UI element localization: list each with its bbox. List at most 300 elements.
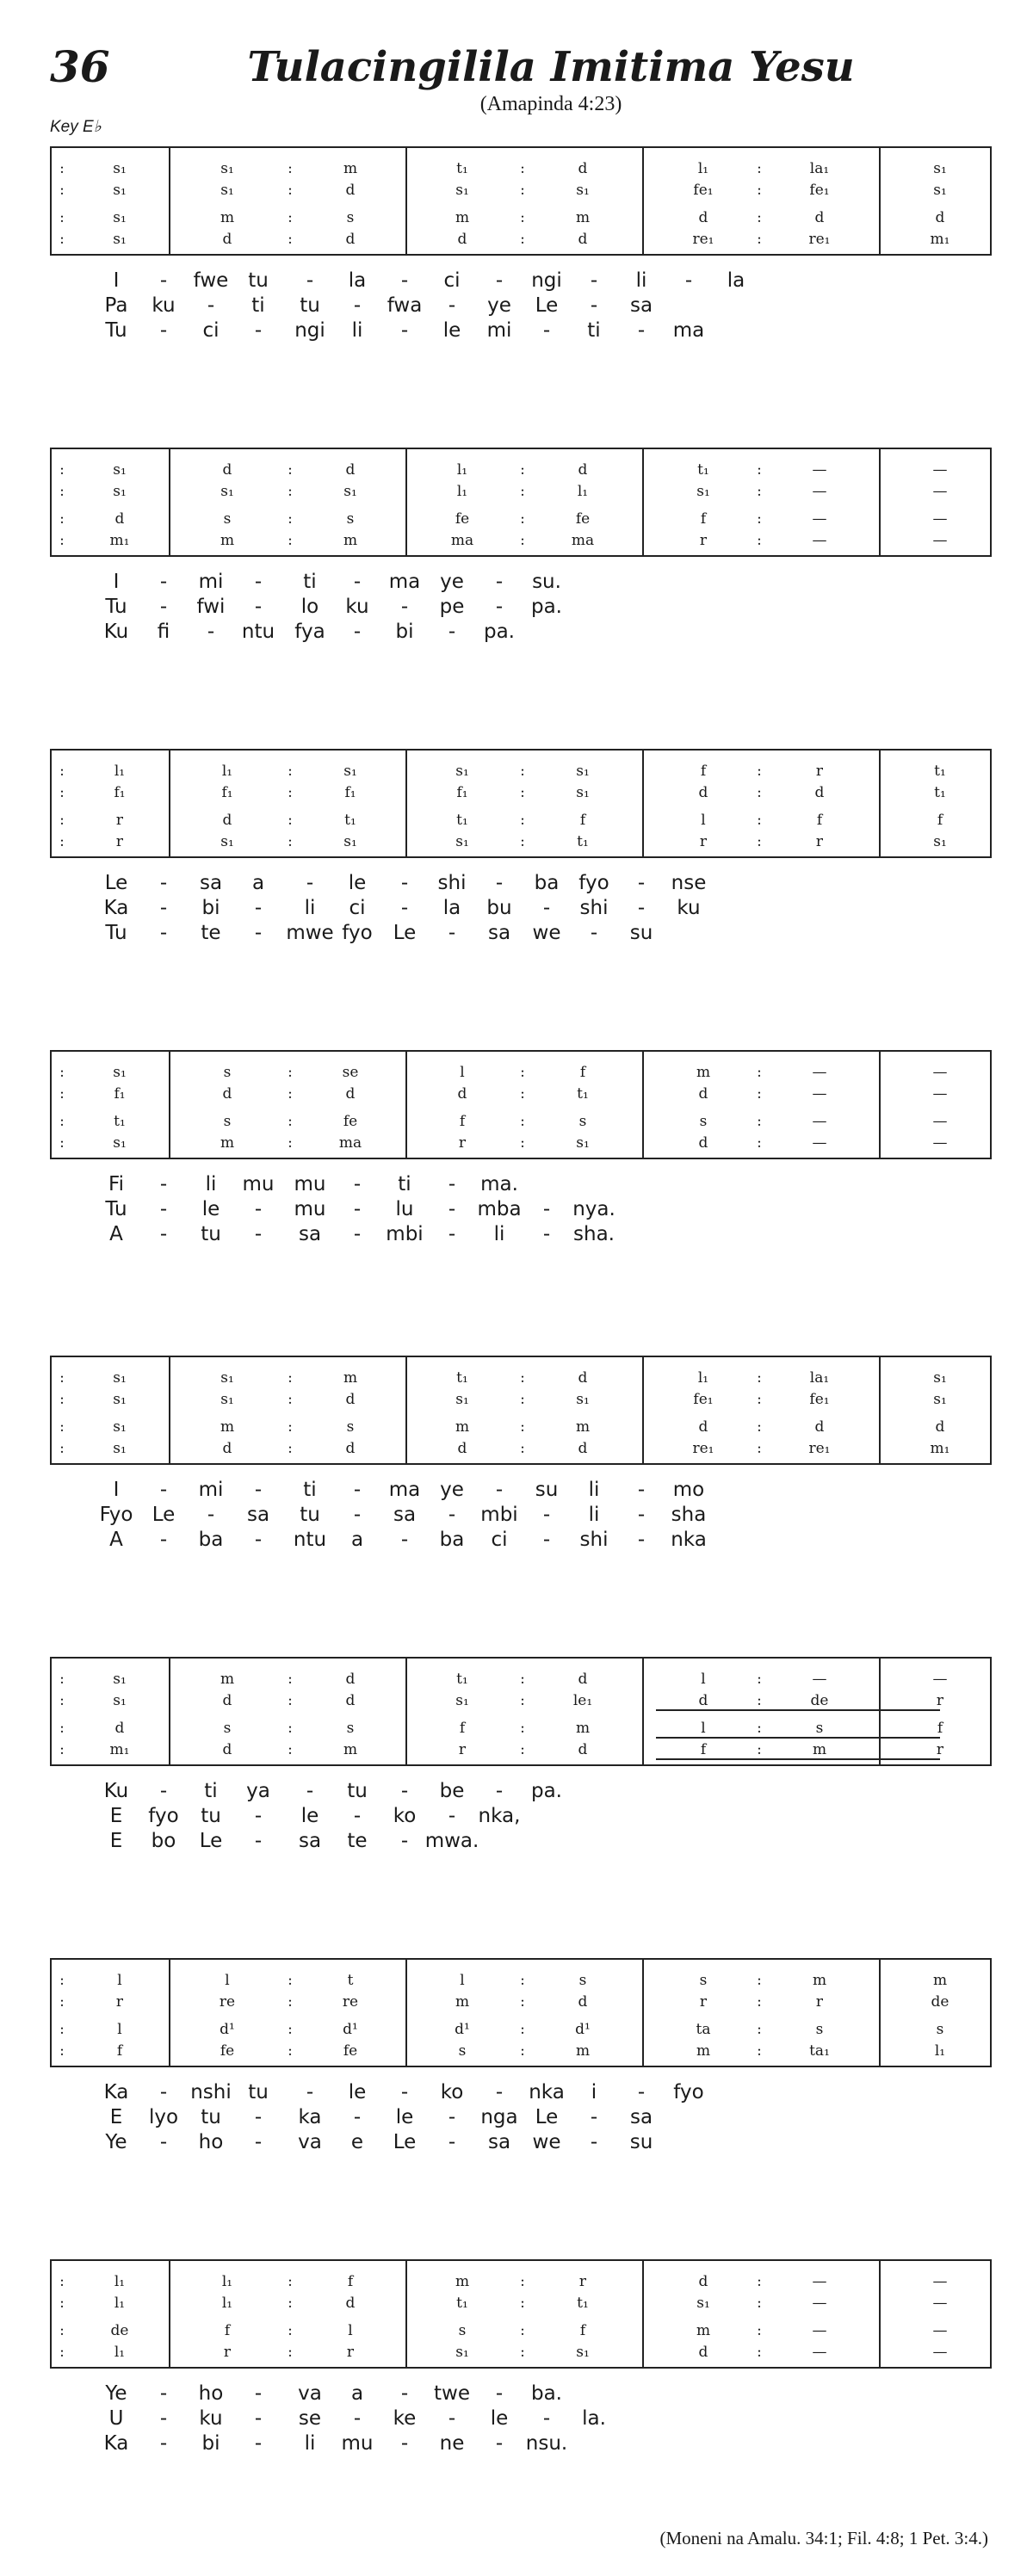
- lyric-syllable: ba: [439, 1529, 465, 1551]
- beat-colon: :: [520, 182, 525, 199]
- lyric-syllable: ho: [198, 2382, 224, 2405]
- sol-fa-note: s₁: [576, 2344, 590, 2361]
- lyric-syllable: ti: [303, 1479, 317, 1501]
- sol-fa-note: d: [698, 2273, 708, 2290]
- lyric-syllable: ma: [388, 571, 421, 593]
- lyric-syllable: le: [300, 1805, 319, 1827]
- lyric-syllable: ke: [393, 2407, 417, 2430]
- lyric-syllable: i: [591, 2081, 597, 2103]
- sol-fa-note: s: [815, 1720, 824, 1737]
- lyric-hyphen: -: [637, 1504, 646, 1526]
- lyric-syllable: fwe: [193, 269, 229, 292]
- sol-fa-note: l: [701, 812, 706, 829]
- sol-fa-note: —: [932, 510, 948, 528]
- beat-colon: :: [520, 2344, 525, 2361]
- bar-line: [642, 148, 644, 254]
- lyric-syllable: E: [109, 2106, 123, 2128]
- lyric-hyphen: -: [159, 269, 168, 292]
- lyric-line: [0, 2406, 1033, 2431]
- lyric-syllable: li: [351, 319, 363, 342]
- beat-colon: :: [757, 2273, 762, 2290]
- lyric-line: [0, 1779, 1033, 1803]
- sol-fa-note: d: [345, 1692, 356, 1709]
- lyric-syllable: nka,: [478, 1805, 521, 1827]
- beat-colon: :: [520, 1391, 525, 1408]
- sol-fa-note: —: [932, 1671, 948, 1688]
- sol-fa-note: d: [698, 2344, 708, 2361]
- sol-fa-note: m: [455, 1993, 470, 2011]
- lyric-hyphen: -: [353, 1198, 362, 1220]
- lyric-line: [0, 1804, 1033, 1828]
- lyric-hyphen: -: [542, 1223, 551, 1245]
- sol-fa-note: r: [699, 532, 708, 549]
- lyric-syllable: mi: [198, 571, 224, 593]
- lyric-hyphen: -: [448, 1504, 456, 1526]
- beat-colon: :: [288, 1692, 293, 1709]
- sol-fa-note: s₁: [113, 461, 127, 479]
- beat-colon: :: [59, 2322, 65, 2339]
- beat-colon: :: [520, 483, 525, 500]
- lyric-syllable: tu: [300, 294, 320, 317]
- lyric-syllable: I: [113, 269, 120, 292]
- beat-colon: :: [520, 1085, 525, 1103]
- lyric-syllable: nya.: [572, 1198, 615, 1220]
- beat-colon: :: [59, 182, 65, 199]
- lyric-syllable: Le: [535, 294, 559, 317]
- beat-colon: :: [520, 763, 525, 780]
- sol-fa-note: —: [932, 2344, 948, 2361]
- sol-fa-note: d: [457, 1440, 467, 1457]
- sol-fa-note: s₁: [343, 833, 357, 850]
- lyric-line: [0, 595, 1033, 619]
- lyric-syllable: su.: [532, 571, 561, 593]
- sol-fa-note: d: [698, 1134, 708, 1152]
- lyric-hyphen: -: [637, 872, 646, 894]
- hymn-number: 36: [50, 41, 110, 92]
- lyric-syllable: Ka: [103, 897, 129, 919]
- sol-fa-note: —: [812, 532, 827, 549]
- lyric-syllable: mu: [242, 1173, 275, 1195]
- sol-fa-note: s: [936, 2021, 944, 2038]
- lyric-syllable: sa: [629, 294, 653, 317]
- lyric-syllable: pa.: [530, 596, 563, 618]
- beat-colon: :: [288, 1440, 293, 1457]
- sol-fa-note: m: [455, 209, 470, 226]
- sol-fa-note: l₁: [114, 2344, 126, 2361]
- lyric-line: [0, 1528, 1033, 1552]
- sol-fa-note: d: [578, 461, 588, 479]
- lyric-syllable: fyo: [578, 872, 609, 894]
- beat-colon: :: [59, 1085, 65, 1103]
- lyric-syllable: mbi: [386, 1223, 424, 1245]
- beat-colon: :: [520, 1720, 525, 1737]
- sol-fa-note: d: [457, 1085, 467, 1103]
- sol-fa-note: ma: [338, 1134, 362, 1152]
- hymn-title: Tulacingilila Imitima Yesu: [247, 43, 855, 91]
- lyric-hyphen: -: [353, 621, 362, 643]
- lyric-hyphen: -: [306, 872, 314, 894]
- sol-fa-note: —: [932, 1134, 948, 1152]
- lyric-hyphen: -: [448, 1173, 456, 1195]
- lyric-syllable: ti: [587, 319, 601, 342]
- lyric-syllable: Ka: [103, 2432, 129, 2455]
- sol-fa-note: —: [812, 1085, 827, 1103]
- lyric-hyphen: -: [353, 1479, 362, 1501]
- beat-colon: :: [288, 833, 293, 850]
- bar-line: [169, 1357, 170, 1463]
- sol-fa-note: d: [222, 812, 232, 829]
- lyric-syllable: ci: [491, 1529, 508, 1551]
- sol-fa-note: s₁: [933, 833, 947, 850]
- lyric-syllable: ngi: [294, 319, 325, 342]
- beat-colon: :: [288, 1418, 293, 1436]
- beat-colon: :: [59, 1720, 65, 1737]
- sol-fa-note: s₁: [113, 1671, 127, 1688]
- lyric-syllable: sa: [393, 1504, 417, 1526]
- lyric-line: [0, 318, 1033, 343]
- beat-colon: :: [520, 1418, 525, 1436]
- sol-fa-note: l: [460, 1972, 465, 1989]
- bar-line: [405, 751, 407, 856]
- sol-fa-note: d: [457, 231, 467, 248]
- sol-fa-note: m: [932, 1972, 948, 1989]
- beat-colon: :: [520, 231, 525, 248]
- sol-fa-note: f: [700, 1741, 707, 1758]
- beat-colon: :: [288, 1085, 293, 1103]
- sol-fa-note: d: [578, 231, 588, 248]
- sol-fa-note: s₁: [113, 1391, 127, 1408]
- lyric-hyphen: -: [590, 2106, 598, 2128]
- music-system: [50, 146, 992, 256]
- lyric-syllable: Tu: [105, 319, 127, 342]
- lyric-hyphen: -: [159, 1780, 168, 1802]
- lyric-hyphen: -: [254, 1198, 263, 1220]
- sol-fa-note: re₁: [692, 231, 714, 248]
- lyric-syllable: ku: [199, 2407, 223, 2430]
- lyric-syllable: Tu: [105, 1198, 127, 1220]
- beat-colon: :: [520, 1972, 525, 1989]
- sol-fa-note: f: [224, 2322, 231, 2339]
- sol-fa-note: t₁: [114, 1113, 126, 1130]
- beat-colon: :: [520, 1692, 525, 1709]
- lyric-hyphen: -: [400, 319, 409, 342]
- sol-fa-note: s₁: [220, 1391, 234, 1408]
- sol-fa-note: s: [346, 209, 355, 226]
- music-system: [50, 448, 992, 557]
- lyric-hyphen: -: [590, 2131, 598, 2153]
- lyric-syllable: su: [629, 922, 653, 944]
- sol-fa-note: d: [222, 461, 232, 479]
- lyric-syllable: U: [108, 2407, 124, 2430]
- lyric-hyphen: -: [353, 571, 362, 593]
- beat-colon: :: [757, 1134, 762, 1152]
- lyric-syllable: ku: [152, 294, 176, 317]
- sol-fa-note: f₁: [344, 784, 356, 801]
- lyric-line: [0, 2381, 1033, 2406]
- lyric-syllable: lo: [300, 596, 319, 618]
- lyric-syllable: bi: [201, 897, 220, 919]
- lyric-syllable: mi: [198, 1479, 224, 1501]
- sol-fa-note: ma: [571, 532, 595, 549]
- beat-colon: :: [59, 1064, 65, 1081]
- lyric-hyphen: -: [590, 922, 598, 944]
- beat-colon: :: [520, 209, 525, 226]
- lyric-line: [0, 2431, 1033, 2456]
- lyric-syllable: we: [532, 2131, 561, 2153]
- sol-fa-note: de: [810, 1692, 829, 1709]
- sol-fa-note: fe₁: [693, 1391, 714, 1408]
- lyric-hyphen: -: [254, 319, 263, 342]
- lyric-syllable: nshi: [190, 2081, 232, 2103]
- lyric-syllable: mwe: [286, 922, 334, 944]
- beat-colon: :: [757, 160, 762, 177]
- lyric-hyphen: -: [353, 1173, 362, 1195]
- sol-fa-note: r: [115, 1993, 124, 2011]
- lyric-hyphen: -: [542, 2407, 551, 2430]
- lyric-syllable: sa: [629, 2106, 653, 2128]
- key-signature: Key E♭: [50, 118, 102, 136]
- sol-fa-note: d: [698, 1418, 708, 1436]
- sol-fa-note: m: [575, 2042, 591, 2060]
- beat-colon: :: [757, 2042, 762, 2060]
- beat-colon: :: [288, 1113, 293, 1130]
- bar-line: [642, 751, 644, 856]
- sol-fa-note: fe: [575, 510, 591, 528]
- lyric-hyphen: -: [254, 922, 263, 944]
- lyric-hyphen: -: [159, 2432, 168, 2455]
- sol-fa-note: l₁: [114, 2295, 126, 2312]
- sol-fa-note: —: [812, 1113, 827, 1130]
- beat-colon: :: [520, 784, 525, 801]
- lyric-syllable: ye: [440, 571, 464, 593]
- sol-fa-note: d: [698, 784, 708, 801]
- beat-colon: :: [288, 812, 293, 829]
- sol-fa-note: l: [348, 2322, 353, 2339]
- sol-fa-note: l: [701, 1671, 706, 1688]
- sol-fa-note: re: [342, 1993, 359, 2011]
- beat-colon: :: [288, 461, 293, 479]
- beat-colon: :: [59, 833, 65, 850]
- beat-colon: :: [288, 2042, 293, 2060]
- beat-colon: :: [757, 1720, 762, 1737]
- lyric-syllable: mo: [672, 1479, 705, 1501]
- sol-fa-note: s₁: [576, 1391, 590, 1408]
- beat-colon: :: [757, 833, 762, 850]
- sol-fa-note: l₁: [221, 2295, 233, 2312]
- beat-colon: :: [59, 532, 65, 549]
- lyric-hyphen: -: [254, 596, 263, 618]
- sol-fa-note: fe: [343, 2042, 358, 2060]
- beat-colon: :: [288, 1741, 293, 1758]
- sol-fa-note: f: [459, 1113, 466, 1130]
- sol-fa-note: s: [223, 1113, 232, 1130]
- sol-fa-note: d: [578, 1671, 588, 1688]
- beat-colon: :: [520, 461, 525, 479]
- beat-colon: :: [520, 160, 525, 177]
- lyric-syllable: shi: [579, 1529, 609, 1551]
- sol-fa-note: t₁: [456, 1369, 468, 1387]
- beat-colon: :: [520, 2273, 525, 2290]
- beat-colon: :: [59, 1993, 65, 2011]
- lyric-hyphen: -: [495, 1780, 504, 1802]
- lyric-hyphen: -: [254, 571, 263, 593]
- lyric-syllable: ci: [202, 319, 220, 342]
- sol-fa-note: le₁: [572, 1692, 593, 1709]
- sol-fa-note: m: [343, 1741, 358, 1758]
- lyric-hyphen: -: [353, 294, 362, 317]
- sol-fa-note: d: [345, 1671, 356, 1688]
- lyric-hyphen: -: [306, 1780, 314, 1802]
- sol-fa-note: s₁: [113, 1369, 127, 1387]
- lyric-line: [0, 1478, 1033, 1502]
- beat-colon: :: [757, 483, 762, 500]
- sol-fa-note: f: [579, 812, 586, 829]
- sol-fa-note: l₁: [456, 483, 468, 500]
- sol-fa-note: r: [815, 833, 824, 850]
- beat-colon: :: [520, 1741, 525, 1758]
- lyric-syllable: ma: [672, 319, 705, 342]
- sol-fa-note: d: [698, 1692, 708, 1709]
- sol-fa-note: —: [932, 1113, 948, 1130]
- lyric-hyphen: -: [254, 2432, 263, 2455]
- lyric-hyphen: -: [542, 1504, 551, 1526]
- bar-line: [879, 1357, 881, 1463]
- lyric-hyphen: -: [400, 2382, 409, 2405]
- sol-fa-note: de: [931, 1993, 949, 2011]
- lyric-line: [0, 2105, 1033, 2129]
- sol-fa-note: fe: [343, 1113, 358, 1130]
- lyric-syllable: a: [350, 1529, 364, 1551]
- sol-fa-note: t₁: [456, 160, 468, 177]
- sol-fa-note: f: [937, 812, 943, 829]
- lyric-syllable: E: [109, 1830, 123, 1852]
- sol-fa-note: m: [696, 2322, 711, 2339]
- lyric-line: [0, 1503, 1033, 1527]
- lyric-hyphen: -: [400, 269, 409, 292]
- sol-fa-note: r: [936, 1741, 944, 1758]
- sol-fa-note: d: [345, 1391, 356, 1408]
- sol-fa-note: s₁: [576, 763, 590, 780]
- bar-line: [405, 1052, 407, 1158]
- beat-colon: :: [757, 1418, 762, 1436]
- beat-colon: :: [757, 2295, 762, 2312]
- beat-colon: :: [520, 812, 525, 829]
- lyric-syllable: nsu.: [525, 2432, 568, 2455]
- lyric-line: [0, 269, 1033, 293]
- sol-fa-note: s: [815, 2021, 824, 2038]
- lyric-syllable: tu: [201, 1223, 221, 1245]
- sol-fa-note: d: [578, 1369, 588, 1387]
- lyric-syllable: A: [109, 1223, 123, 1245]
- sol-fa-note: d: [345, 231, 356, 248]
- sol-fa-note: s: [578, 1113, 587, 1130]
- lyric-syllable: te: [347, 1830, 368, 1852]
- lyric-hyphen: -: [207, 621, 215, 643]
- beat-colon: :: [288, 532, 293, 549]
- beat-colon: :: [59, 1134, 65, 1152]
- sol-fa-note: l₁: [221, 763, 233, 780]
- lyric-syllable: ba: [198, 1529, 224, 1551]
- music-system: [50, 2259, 992, 2369]
- lyric-hyphen: -: [400, 596, 409, 618]
- sol-fa-note: —: [812, 483, 827, 500]
- sol-fa-note: ta: [696, 2021, 711, 2038]
- bar-line: [642, 1659, 644, 1764]
- sol-fa-note: s₁: [455, 1391, 469, 1408]
- sol-fa-note: t₁: [577, 833, 589, 850]
- sol-fa-note: re₁: [808, 231, 831, 248]
- lyric-hyphen: -: [495, 2432, 504, 2455]
- sol-fa-note: r: [223, 2344, 232, 2361]
- lyric-syllable: ku: [345, 596, 369, 618]
- lyric-syllable: te: [201, 922, 221, 944]
- lyric-hyphen: -: [400, 2081, 409, 2103]
- sol-fa-note: s₁: [576, 784, 590, 801]
- sol-fa-note: l: [225, 1972, 230, 1989]
- beat-colon: :: [757, 510, 762, 528]
- sol-fa-note: l₁: [697, 1369, 709, 1387]
- bar-line: [169, 1052, 170, 1158]
- beat-colon: :: [288, 1993, 293, 2011]
- sol-fa-note: f: [579, 1064, 586, 1081]
- lyric-syllable: fwa: [387, 294, 423, 317]
- beat-colon: :: [757, 784, 762, 801]
- beat-colon: :: [59, 483, 65, 500]
- sol-fa-note: l₁: [577, 483, 589, 500]
- sol-fa-note: l₁: [221, 2273, 233, 2290]
- music-system: [50, 1958, 992, 2067]
- sol-fa-note: s₁: [343, 483, 357, 500]
- sol-fa-note: d: [578, 1440, 588, 1457]
- lyric-syllable: Ku: [103, 1780, 129, 1802]
- beat-colon: :: [59, 461, 65, 479]
- lyric-hyphen: -: [254, 1805, 263, 1827]
- lyric-hyphen: -: [400, 1780, 409, 1802]
- bar-line: [879, 751, 881, 856]
- lyric-hyphen: -: [542, 1198, 551, 1220]
- lyric-syllable: fya: [294, 621, 325, 643]
- lyric-syllable: ko: [440, 2081, 464, 2103]
- lyric-syllable: Le: [104, 872, 128, 894]
- sol-fa-note: l: [117, 2021, 122, 2038]
- sol-fa-note: s₁: [933, 160, 947, 177]
- lyric-syllable: tu: [248, 2081, 269, 2103]
- lyric-syllable: nse: [671, 872, 707, 894]
- lyric-syllable: pa.: [530, 1780, 563, 1802]
- sol-fa-note: d: [222, 1741, 232, 1758]
- bar-line: [879, 148, 881, 254]
- beat-colon: :: [59, 1671, 65, 1688]
- beat-colon: :: [520, 2042, 525, 2060]
- lyric-syllable: ci: [443, 269, 461, 292]
- lyric-syllable: la: [442, 897, 461, 919]
- tie-underline: [656, 1737, 940, 1739]
- sol-fa-note: m: [220, 532, 235, 549]
- sol-fa-note: —: [932, 1064, 948, 1081]
- sol-fa-note: s₁: [343, 763, 357, 780]
- lyric-syllable: Pa: [104, 294, 128, 317]
- sol-fa-note: d: [814, 1418, 825, 1436]
- beat-colon: :: [757, 1085, 762, 1103]
- sol-fa-note: s: [699, 1113, 708, 1130]
- sol-fa-note: l: [701, 1720, 706, 1737]
- sol-fa-note: fe: [455, 510, 470, 528]
- lyric-hyphen: -: [254, 1529, 263, 1551]
- lyric-hyphen: -: [159, 897, 168, 919]
- sol-fa-note: s: [458, 2322, 467, 2339]
- lyric-hyphen: -: [400, 1529, 409, 1551]
- sol-fa-note: d: [698, 1085, 708, 1103]
